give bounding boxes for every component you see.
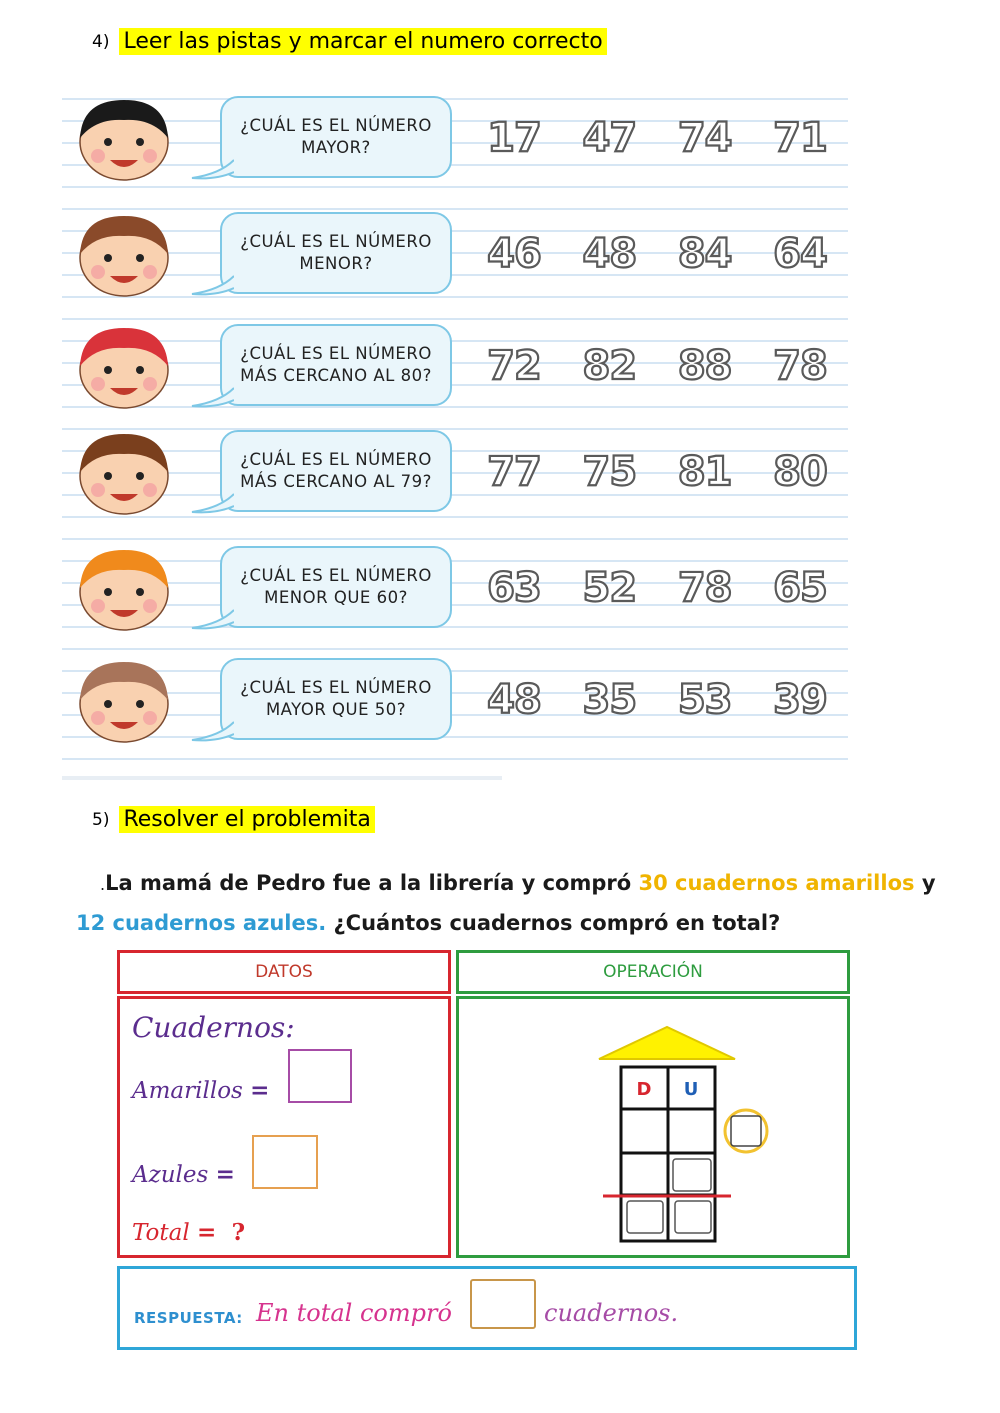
place-value-house [459,999,847,1255]
question-text: ¿CUÁL ES EL NÚMERO MENOR? [240,232,432,273]
clue-row [62,540,848,636]
answer-option[interactable]: 48 [582,231,637,277]
house-roof [599,1027,735,1059]
answer-option[interactable]: 78 [677,565,732,611]
azules-label: Azules [132,1162,209,1188]
section-number: 5) [92,809,110,830]
answer-options [472,560,842,616]
clue-row [62,318,848,414]
azules-row [132,1161,235,1188]
answer-option[interactable]: 72 [487,343,541,389]
clue-row [62,424,848,520]
clue-row [62,90,848,186]
tens-label: D [636,1079,652,1100]
answer-option[interactable]: 39 [773,677,827,723]
total-value: ? [231,1219,246,1246]
units-input-2[interactable] [673,1159,711,1191]
equals-sign: = [197,1219,217,1246]
problem-text-2: y [914,871,936,895]
section-number: 4) [92,31,110,52]
answer-option[interactable]: 46 [487,231,541,277]
total-row [132,1219,245,1246]
question-text: ¿CUÁL ES EL NÚMERO MÁS CERCANO AL 79? [240,450,432,491]
bubble-tail [190,274,234,298]
problem-text-1: La mamá de Pedro fue a la librería y compró [105,871,639,895]
tens-result-box[interactable] [627,1201,663,1233]
respuesta-panel [117,1266,857,1350]
child-face-icon [62,540,192,636]
child-face-icon [62,90,192,186]
clue-row [62,206,848,302]
question-bubble [220,546,452,628]
problem-text-3: ¿Cuántos cuadernos compró en total? [326,911,781,935]
bubble-tail [190,386,234,410]
answer-options [472,338,842,394]
bubble-tail [190,608,234,632]
answer-option[interactable]: 77 [487,449,541,495]
answer-options [472,110,842,166]
respuesta-input-box[interactable] [470,1279,536,1329]
section-4-heading [92,28,607,55]
answer-option[interactable]: 53 [677,677,732,723]
bubble-tail [190,158,234,182]
azules-input-box[interactable] [252,1135,318,1189]
answer-option[interactable]: 52 [582,565,637,611]
answer-option[interactable]: 47 [582,115,637,161]
answer-option[interactable]: 84 [677,231,732,277]
respuesta-after: cuadernos. [544,1299,679,1327]
amarillos-label: Amarillos [132,1078,243,1104]
bubble-tail [190,492,234,516]
amarillos-input-box[interactable] [288,1049,352,1103]
answer-option[interactable]: 65 [773,565,827,611]
units-result-box[interactable] [675,1201,711,1233]
answer-option[interactable]: 63 [487,565,541,611]
question-bubble [220,96,452,178]
problem-statement [76,864,936,942]
answer-option[interactable]: 71 [773,115,827,161]
amarillos-row [132,1077,269,1104]
answer-options [472,444,842,500]
units-label: U [683,1079,699,1100]
answer-option[interactable]: 64 [773,231,827,277]
section-title: Resolver el problemita [119,806,374,833]
operacion-header: OPERACIÓN [456,950,850,994]
clue-worksheet [62,78,848,780]
question-text: ¿CUÁL ES EL NÚMERO MÁS CERCANO AL 80? [240,344,432,385]
operacion-panel [456,996,850,1258]
answer-option[interactable]: 80 [773,449,827,495]
clue-row [62,652,848,748]
question-bubble [220,212,452,294]
answer-option[interactable]: 82 [582,343,637,389]
question-text: ¿CUÁL ES EL NÚMERO MAYOR QUE 50? [240,678,432,719]
answer-option[interactable]: 74 [677,115,732,161]
carry-box[interactable] [731,1116,761,1146]
problem-blue: 12 cuadernos azules. [76,911,327,935]
question-text: ¿CUÁL ES EL NÚMERO MENOR QUE 60? [240,566,432,607]
equals-sign: = [215,1161,235,1188]
section-title: Leer las pistas y marcar el numero correcto [119,28,606,55]
child-face-icon [62,206,192,302]
total-label: Total [132,1220,190,1246]
answer-option[interactable]: 75 [582,449,637,495]
answer-option[interactable]: 88 [677,343,732,389]
datos-panel [117,996,451,1258]
respuesta-label: RESPUESTA: [134,1309,243,1327]
respuesta-text: En total compró [256,1299,452,1327]
child-face-icon [62,424,192,520]
answer-options [472,226,842,282]
answer-option[interactable]: 81 [677,449,732,495]
question-bubble [220,658,452,740]
question-bubble [220,430,452,512]
answer-option[interactable]: 78 [773,343,827,389]
question-text: ¿CUÁL ES EL NÚMERO MAYOR? [240,116,432,157]
child-face-icon [62,318,192,414]
equals-sign: = [250,1077,270,1104]
question-bubble [220,324,452,406]
answer-option[interactable]: 35 [582,677,637,723]
problem-dot: . [100,875,106,894]
child-face-icon [62,652,192,748]
datos-header: DATOS [117,950,451,994]
answer-option[interactable]: 48 [487,677,541,723]
cuadernos-label: Cuadernos: [132,1011,295,1044]
answer-options [472,672,842,728]
answer-option[interactable]: 17 [487,115,541,161]
problem-yellow: 30 cuadernos amarillos [638,871,915,895]
bubble-tail [190,720,234,744]
divider [62,776,502,780]
section-5-heading [92,806,375,833]
